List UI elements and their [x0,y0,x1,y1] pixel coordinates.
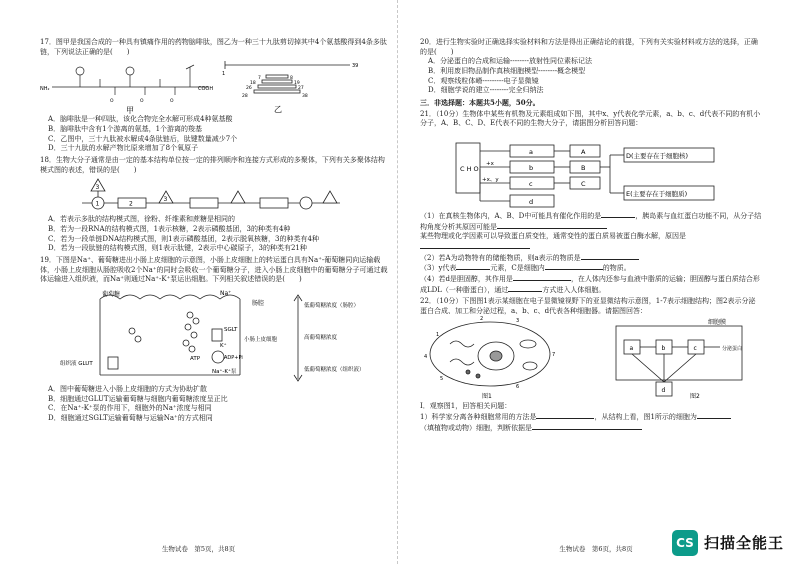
question-22 [420,297,762,433]
macromolecule-D: D(主要存在于细胞核) [626,151,689,160]
k-label: K⁺ [220,342,227,349]
question-21-sub-3: （3）y代表 元素，C是细胞内 的物质。 [420,264,631,273]
polymer-label-3: 3 [163,196,168,204]
polymer-model-figure [40,175,380,215]
polymer-label-3-top: 3 [95,184,100,192]
secreted-protein-label: 分泌蛋白 [722,346,743,353]
scanner-app-name: 扫描全能王 [703,533,784,552]
question-18-stem: 18．生物大分子通常是由一定的基本结构单位按一定的排列顺序和连接方式形成的多聚体，下列有关多聚体结构模式图的表述，错误的是( ) [40,155,385,174]
na-label: Na⁺ [220,289,232,297]
answer-blank[interactable] [532,423,642,430]
molecule-d: d [529,197,534,206]
question-21-sub-1: （1）在真核生物体内，A、B、D中可能具有催化作用的是 ，胰岛素与血红蛋白功能不同，从分子结构角度分析其原因可能是 [420,211,762,231]
question-19-stem: 19．下图是Na⁺、葡萄糖进出小肠上皮细胞的示意图，小肠上皮细胞上的转运蛋白具有Na⁺-葡萄糖同向运输载体，小肠上皮细胞从肠腔吸收2个Na⁺的同时会吸收一个葡萄糖分子，进入小肠上皮细胞中的葡萄糖分子可通过载体运输进入组织液，而Na⁺则通过Na⁺-K⁺泵运出细胞。下列相关叙述错误的是( ) [40,255,388,284]
question-19-option-b[interactable]: B．细胞通过GLUT运输葡萄糖与细胞内葡萄糖浓度呈正比 [48,394,228,403]
organic-molecules-figure [420,129,720,211]
molecule-b: b [529,163,534,172]
answer-blank[interactable] [456,263,490,270]
molecule-a: a [529,147,533,156]
svg-text:NH₂: NH₂ [40,86,50,93]
cell-label: 小肠上皮细胞 [244,336,278,343]
macromolecule-C: C [581,179,586,188]
cell-structure-figures [420,316,760,402]
glucose-transport-figure [40,285,380,385]
question-22-sub-1c: （填植物或动物）细胞，判断依据是 [420,423,762,434]
question-20-stem: 20．进行生物实验时正确选择实验材料和方法是得出正确结论的前提，下列有关实验材料或方法的选择，正确的是( ) [420,38,758,56]
question-18-option-b[interactable]: B．若为一段RNA的结构模式图，1表示核糖，2表示磷酸基团，3的种类有4种 [48,224,291,233]
question-20 [420,38,762,96]
question-20-option-c[interactable]: C．观察线粒体嵴---------电子显微镜 [428,76,539,85]
cell-structure-5: 5 [440,376,444,383]
cell-structure-7: 7 [552,352,556,359]
organelle-c: c [693,345,697,353]
section-heading: 三．非选择题：本题共5小题，50分。 [420,97,540,107]
adp-label: ADP+Pi [224,354,243,361]
pump-label: Na⁺-K⁺泵 [212,368,237,375]
question-19-option-c[interactable]: C．在Na⁺-K⁺泵的作用下，细胞外的Na⁺浓度与相同 [48,404,212,413]
membrane-label: 细胞膜 [708,319,727,327]
glucose-label: 葡萄糖 [102,290,121,298]
question-21-sub-4: （4）若d是胆固醇，其作用是 ，在人体内还参与血液中脂质的运输；胆固醇与蛋白质结合形成LDL（一种脂蛋白），通过 方式进入人体细胞。 [420,274,760,294]
cell-structure-3: 3 [516,318,520,325]
left-page-footer: 生物试卷 第5页，共8页 [161,545,236,554]
question-20-option-b[interactable]: B．利用废旧物品制作真核细胞模型--------概念模型 [428,66,586,75]
answer-blank[interactable] [420,242,530,249]
question-17-option-c[interactable]: C．乙图中，三十九肽被水解成4条肽链后，肽键数量减少7个 [48,134,238,143]
svg-text:O: O [110,99,114,105]
cell-structure-4: 4 [424,354,428,361]
organelle-a: a [629,345,634,353]
question-22-stem: 22．（10分）下图图1表示某细胞在电子显微镜视野下的亚显微结构示意图，1-7表示细胞结构；图2表示分泌蛋白合成、加工和分泌过程，a、b、c、d代表各种细胞器。请据图回答： [420,297,756,315]
atp-label: ATP [190,355,201,362]
figure-1-label: 图1 [482,393,492,401]
question-19-option-d[interactable]: D．细胞通过SGLT运输葡萄糖与运输Na⁺的方式相同 [48,413,213,422]
answer-blank[interactable] [497,222,607,229]
molecule-c: c [529,179,533,188]
right-page-footer: 生物试卷 第6页，共8页 [559,545,633,554]
chain-number-7: 7 [258,76,261,82]
question-17 [40,38,389,154]
svg-text:COOH: COOH [198,86,214,93]
question-18 [40,156,389,254]
question-21-stem: 21．（10分）生物体中某些有机物及元素组成如下图，其中x、y代表化学元素，a、b、c、d代表不同的有机小分子，A、B、C、D、E代表不同的生物大分子，请据图分析回答问题： [420,109,761,128]
polymer-label-1: 1 [95,200,100,208]
chain-number-38: 38 [302,94,308,100]
question-21-sub-1c: 某些物理或化学因素可以导致蛋白质变性，通常变性的蛋白质易被蛋白酶水解，原因是 [420,232,762,252]
cell-structure-1: 1 [436,332,440,339]
chain-number-28: 28 [242,94,248,100]
question-18-option-a[interactable]: A．若表示多肽的结构模式图，徐粉、纤维素和蔗糖是相同的 [48,215,236,224]
question-18-option-c[interactable]: C．若为一段单链DNA结构模式图，则1表示磷酸基团，2表示脱氧核糖，3的种类有4种 [48,234,319,243]
scanner-watermark [672,530,784,556]
question-17-stem: 17．图甲是我国合成的一种具有镇痛作用的药物脑啡肽，图乙为一种三十九肽剪切掉其中4个氨基酸得到4条多肽链，下列说法正确的是( ) [40,38,387,56]
chain-number-27: 27 [298,86,304,92]
question-22-sub-title: Ⅰ．观察图1，回答相关问题： [420,402,512,411]
chain-number-39: 39 [352,63,359,70]
question-17-option-a[interactable]: A．脑啡肽是一种四肽，该化合物完全水解可形成4种氨基酸 [48,115,233,124]
enkephalin-and-peptide-figure [40,57,380,115]
high-concentration: 高葡萄糖浓度 [304,334,338,341]
answer-blank[interactable] [536,412,594,419]
chain-number-19: 19 [294,81,300,87]
cell-structure-6: 6 [516,384,520,391]
cell-structure-2: 2 [480,316,484,323]
organelle-b: b [661,345,666,353]
scanner-logo-icon: CS [672,530,698,556]
lumen-label: 肠腔 [252,299,265,307]
answer-blank[interactable] [581,253,639,260]
question-17-option-b[interactable]: B．脑啡肽中含有1个游离的氨基，1个游离的羧基 [48,124,203,133]
plus-xy-label: +x、y [482,176,499,183]
answer-blank[interactable] [601,211,635,218]
chain-number-26: 26 [246,86,252,92]
figure-2-label: 图2 [690,393,700,401]
organelle-d: d [661,387,666,395]
question-20-option-d[interactable]: D．细胞学说的建立--------完全归纳法 [428,86,544,95]
low-concentration-bottom: 低葡萄糖浓度（组织液） [304,366,365,373]
question-17-option-d[interactable]: D．三十九肽的水解产物比原来增加了8个氧原子 [48,144,199,153]
chain-number-1: 1 [222,71,226,78]
answer-blank[interactable] [697,412,731,419]
polymer-label-2: 2 [129,200,133,208]
svg-text:O: O [140,99,144,105]
answer-blank[interactable] [545,263,603,270]
question-22-sub-1: 1）科学家分离各种细胞常用的方法是 ，从结构上看，图1所示的细胞为 [420,412,762,423]
figure-a-label: 甲 [126,106,134,116]
chain-number-8: 8 [290,76,293,82]
macromolecule-A: A [581,147,586,156]
chain-number-18: 18 [250,81,256,87]
question-20-option-a[interactable]: A．分泌蛋白的合成和运输--------放射性同位素标记法 [428,57,592,66]
macromolecule-B: B [581,163,586,172]
low-concentration-top: 低葡萄糖浓度（肠腔） [304,302,360,309]
question-21-sub-2: （2）若A为动物特有的储能物质，则a表示的物质是 [420,253,762,264]
question-19-option-a[interactable]: A．图中葡萄糖进入小肠上皮细胞的方式为协助扩散 [48,384,208,393]
right-page [397,0,794,564]
answer-blank[interactable] [513,274,571,281]
svg-text:O: O [170,99,174,105]
glut-label: 组织液 GLUT [60,360,93,367]
plus-x-label: +x [486,160,494,167]
elements-label: C H O [460,164,479,173]
question-18-option-d[interactable]: D．若为一段肽链的结构模式图，则1表示肽键，2表示中心碳原子，3的种类有21种 [48,244,307,253]
figure-b-label: 乙 [274,105,282,115]
question-19 [40,256,389,424]
macromolecule-E: E(主要存在于细胞质) [626,189,688,198]
sglt-label: SGLT [224,326,238,333]
question-21 [420,110,762,296]
answer-blank[interactable] [508,285,542,292]
